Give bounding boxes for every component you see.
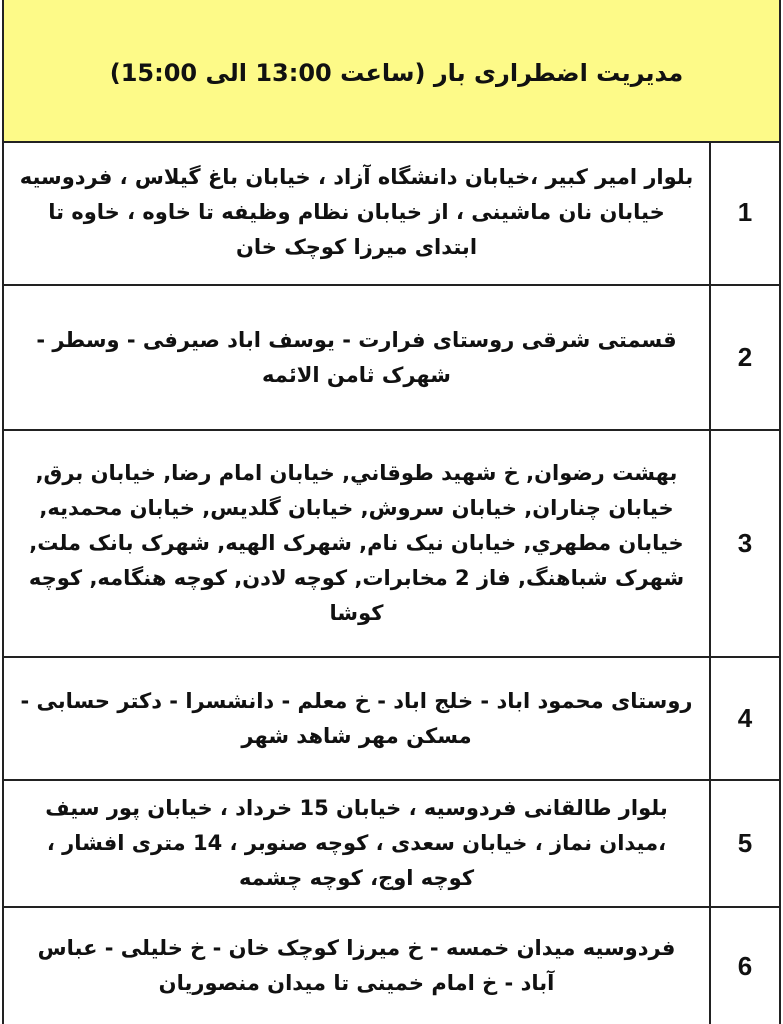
row-description-cell: [4, 658, 709, 779]
outage-schedule-table: [2, 0, 781, 1024]
row-number: 6: [709, 908, 779, 1024]
row-number: 3: [709, 431, 779, 656]
table-row-6: [4, 908, 779, 1024]
row-description-cell: [4, 431, 709, 656]
row-description: بهشت رضوان, خ شهيد طوقاني, خيابان امام رضا, خيابان برق, خيابان چناران, خيابان سروش, خيابان گلديس, خيابان محمديه, خيابان مطهري, خيابان نيک نام, شهرک الهيه, شهرک بانک ملت, شهرک شباهنگ, فاز 2 مخابرات, کوچه لادن, کوچه هنگامه, کوچه کوشا: [28, 461, 685, 625]
table-row-4: [4, 658, 779, 781]
table-row-5: [4, 781, 779, 908]
row-description-cell: [4, 781, 709, 906]
row-number: 1: [709, 141, 779, 284]
row-number: 5: [709, 781, 779, 906]
row-description: فردوسیه میدان خمسه - خ میرزا کوچک خان - خ خلیلی - عباس آباد - خ امام خمینی تا میدان منصوریان: [37, 936, 676, 995]
row-description-cell: [4, 908, 709, 1024]
row-description: روستای محمود اباد - خلج اباد - خ معلم - دانشسرا - دکتر حسابی - مسکن مهر شاهد شهر: [20, 688, 693, 748]
table-row-2: [4, 286, 779, 431]
table-row-1: [4, 141, 779, 286]
row-description-cell: [4, 141, 709, 284]
row-description: بلوار امیر کبیر ،خیابان دانشگاه آزاد ، خیابان باغ گیلاس ، فردوسیه خیابان نان ماشینی ، از خیابان نظام وظیفه تا خاوه ، خاوه تا ابتدای میرزا کوچک خان: [19, 165, 694, 259]
table-row-3: [4, 431, 779, 658]
page-title: مدیریت اضطراری بار (ساعت 13:00 الی 15:00): [109, 58, 684, 87]
row-description: قسمتی شرقی روستای فرارت - یوسف اباد صیرفی - وسطر - شهرک ثامن الائمه: [36, 327, 677, 387]
table-header: [4, 0, 779, 143]
row-number: 4: [709, 658, 779, 779]
row-number: 2: [709, 286, 779, 429]
row-description: بلوار طالقانی فردوسیه ، خیابان 15 خرداد ، خیابان پور سیف ،میدان نماز ، خیابان سعدی ، کوچه صنوبر ، 14 متری افشار ، کوچه اوج، کوچه چشمه: [45, 796, 668, 890]
row-description-cell: [4, 286, 709, 429]
